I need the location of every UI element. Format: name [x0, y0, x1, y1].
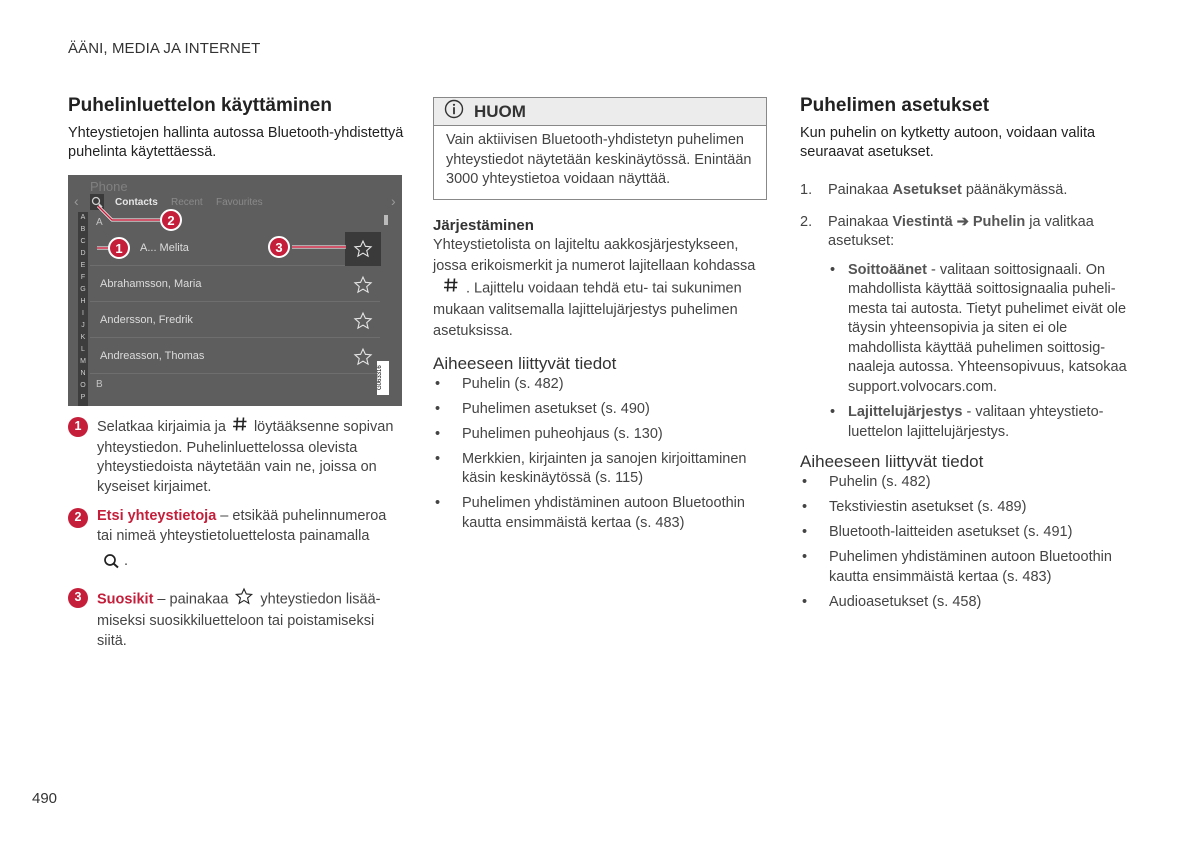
info-icon: [444, 99, 464, 124]
item-3-term: Suosikit: [97, 591, 154, 608]
alpha-letter: O: [80, 382, 86, 389]
related-list: [800, 473, 1136, 612]
phone-tab-recent: Recent: [171, 197, 203, 208]
phonebook-heading: Puhelinluettelon käyttäminen: [68, 95, 332, 116]
step-1: [800, 181, 1136, 201]
phone-tab-contacts: Contacts: [115, 197, 158, 208]
settings-heading: Puhelimen asetukset: [800, 95, 990, 116]
option-text: - valitaan yhteystietoluettelon lajittelujärjestys.: [848, 404, 1104, 440]
alpha-letter: L: [81, 346, 85, 353]
settings-options: [828, 261, 1136, 443]
related-link[interactable]: • Puhelimen yhdistäminen autoon Bluetoothin kautta ensimmäistä kertaa (s. 483): [800, 548, 1136, 587]
badge-3: 3: [68, 588, 88, 608]
section-header: ÄÄNI, MEDIA JA INTERNET: [68, 40, 261, 57]
image-code: G063316: [377, 361, 389, 395]
alpha-letter: D: [80, 250, 86, 257]
step-text: päänäkymässä.: [961, 182, 1068, 198]
column-settings: [800, 95, 1136, 618]
note-header: [434, 98, 766, 126]
item-2-tail: .: [124, 553, 129, 570]
alpha-letter: F: [80, 274, 86, 281]
hash-icon: [232, 416, 248, 439]
item-3: [68, 587, 404, 652]
step-2: [800, 213, 1136, 443]
step-text: Painakaa: [828, 182, 893, 198]
related-link[interactable]: • Audioasetukset (s. 458): [800, 593, 1136, 613]
item-2: [68, 507, 404, 577]
related-link[interactable]: • Tekstiviestin asetukset (s. 489): [800, 498, 1136, 518]
phonebook-lead: Yhteystietojen hallinta autossa Bluetooth-yhdistettyä puhelinta käytettäessä.: [68, 125, 404, 160]
settings-steps: [800, 181, 1136, 442]
alpha-letter: H: [80, 298, 86, 305]
contact-name: Abrahamsson, Maria: [100, 278, 202, 290]
alpha-letter: G: [80, 286, 86, 293]
option-sort-order: [828, 403, 1136, 442]
sort-heading: Järjestäminen: [433, 216, 534, 234]
badge-2: 2: [68, 508, 88, 528]
step-ui-term: Viestintä ➔ Puhelin: [892, 213, 1026, 230]
alpha-letter: E: [80, 262, 86, 269]
option-term: Soittoäänet: [848, 261, 927, 278]
sort-text-b: . Lajittelu voidaan tehdä etu- tai sukunimen mukaan valitsemalla lajittelujärjestys puhelimen asetuksissa.: [433, 279, 742, 339]
item-1-text-b: löytääksenne sopivan yhteystiedon. Puhelinluettelossa olevista yhteystiedoista näytetään vain ne, joissa on kyseiset kirjaimet.: [97, 419, 394, 495]
callout-lines: [68, 175, 402, 406]
item-1: [68, 416, 404, 497]
callout-2: 2: [160, 209, 182, 231]
note-box: [433, 97, 767, 200]
contact-name: Andreasson, Thomas: [100, 350, 205, 362]
phone-screenshot: [68, 175, 402, 406]
item-3-text-a: – painakaa: [153, 591, 229, 608]
item-2-term: Etsi yhteystietoja: [97, 508, 217, 524]
phone-tab-favourites: Favourites: [216, 197, 263, 208]
hash-icon: [443, 277, 459, 300]
badge-1: 1: [68, 417, 88, 437]
step-number: 1.: [800, 182, 813, 198]
step-ui-term: Asetukset: [892, 182, 962, 198]
column-phonebook: [68, 95, 404, 651]
alpha-letter: K: [80, 334, 86, 341]
note-label: HUOM: [474, 101, 526, 121]
related-list: [433, 375, 767, 534]
contact-name: Andersson, Fredrik: [100, 314, 193, 326]
alpha-letter: I: [82, 310, 84, 317]
sort-paragraph: [433, 235, 767, 342]
related-link[interactable]: • Bluetooth-laitteiden asetukset (s. 491): [800, 523, 1136, 543]
related-link[interactable]: • Puhelimen puheohjaus (s. 130): [433, 425, 767, 445]
step-text: Painakaa: [828, 213, 893, 230]
sort-text-a: Yhteystietolista on lajiteltu aakkosjärjestykseen, jossa erikoismerkit ja numerot lajitellaan kohdassa: [433, 236, 756, 274]
search-icon: [102, 552, 124, 577]
phone-section-b: B: [96, 379, 103, 390]
related-link[interactable]: • Puhelimen asetukset (s. 490): [433, 400, 767, 420]
alpha-letter: M: [80, 358, 86, 365]
column-note: [433, 97, 767, 539]
alpha-letter: B: [80, 226, 86, 233]
alpha-letter: C: [80, 238, 86, 245]
option-text: - valitaan soittosignaali. On mahdollista käyttää soittosignaalia puhelimesta tai autosta. Tietyt puhelimet eivät ole täysin yhteensopivia ja siten ei ole mahdollista käyttää puhelimen soittosignaaleja autossa. Yhteensopivuus, katsokaa support.volvocars.com.: [848, 261, 1127, 395]
step-text: ja valitkaa asetukset:: [828, 213, 1094, 249]
callout-3: 3: [268, 236, 290, 258]
contact-name: A... Melita: [140, 242, 189, 254]
item-3-text-b: yhteystiedon lisäämiseksi suosikkiluetteloon tai poistamiseksi siitä.: [97, 591, 381, 649]
item-2-text: – etsikää puhelinnumeroa tai nimeä yhteystietoluettelosta painamalla: [97, 508, 387, 544]
alpha-letter: P: [80, 394, 86, 401]
related-heading: Aiheeseen liittyvät tiedot: [800, 452, 984, 471]
option-term: Lajittelujärjestys: [848, 404, 963, 420]
phone-app-title: Phone: [90, 179, 128, 194]
page-number: 490: [32, 790, 58, 807]
star-icon: [234, 587, 254, 613]
chevron-left-icon: ‹: [74, 193, 79, 209]
step-number: 2.: [800, 213, 813, 230]
option-ringtones: [828, 261, 1136, 398]
alpha-letter: N: [80, 370, 86, 377]
chevron-right-icon: ›: [391, 193, 396, 209]
settings-lead: Kun puhelin on kytketty autoon, voidaan valita seuraavat asetukset.: [800, 125, 1096, 160]
alpha-letter: A: [80, 214, 86, 221]
callout-1: 1: [108, 237, 130, 259]
related-link[interactable]: • Puhelin (s. 482): [433, 375, 767, 395]
related-link[interactable]: • Puhelin (s. 482): [800, 473, 1136, 493]
related-link[interactable]: • Puhelimen yhdistäminen autoon Bluetoothin kautta ensimmäistä kertaa (s. 483): [433, 494, 767, 533]
phone-section-a: A: [96, 217, 103, 228]
related-heading: Aiheeseen liittyvät tiedot: [433, 353, 617, 373]
note-text: Vain aktiivisen Bluetooth-yhdistetyn puhelimen yhteystiedot näytetään keskinäytössä. Enintään 3000 yhteystietoa voidaan näyttää.: [446, 132, 752, 187]
alpha-letter: J: [81, 322, 85, 329]
related-link[interactable]: • Merkkien, kirjainten ja sanojen kirjoittaminen käsin keskinäytössä (s. 115): [433, 450, 767, 489]
item-1-text-a: Selatkaa kirjaimia ja: [97, 419, 226, 436]
